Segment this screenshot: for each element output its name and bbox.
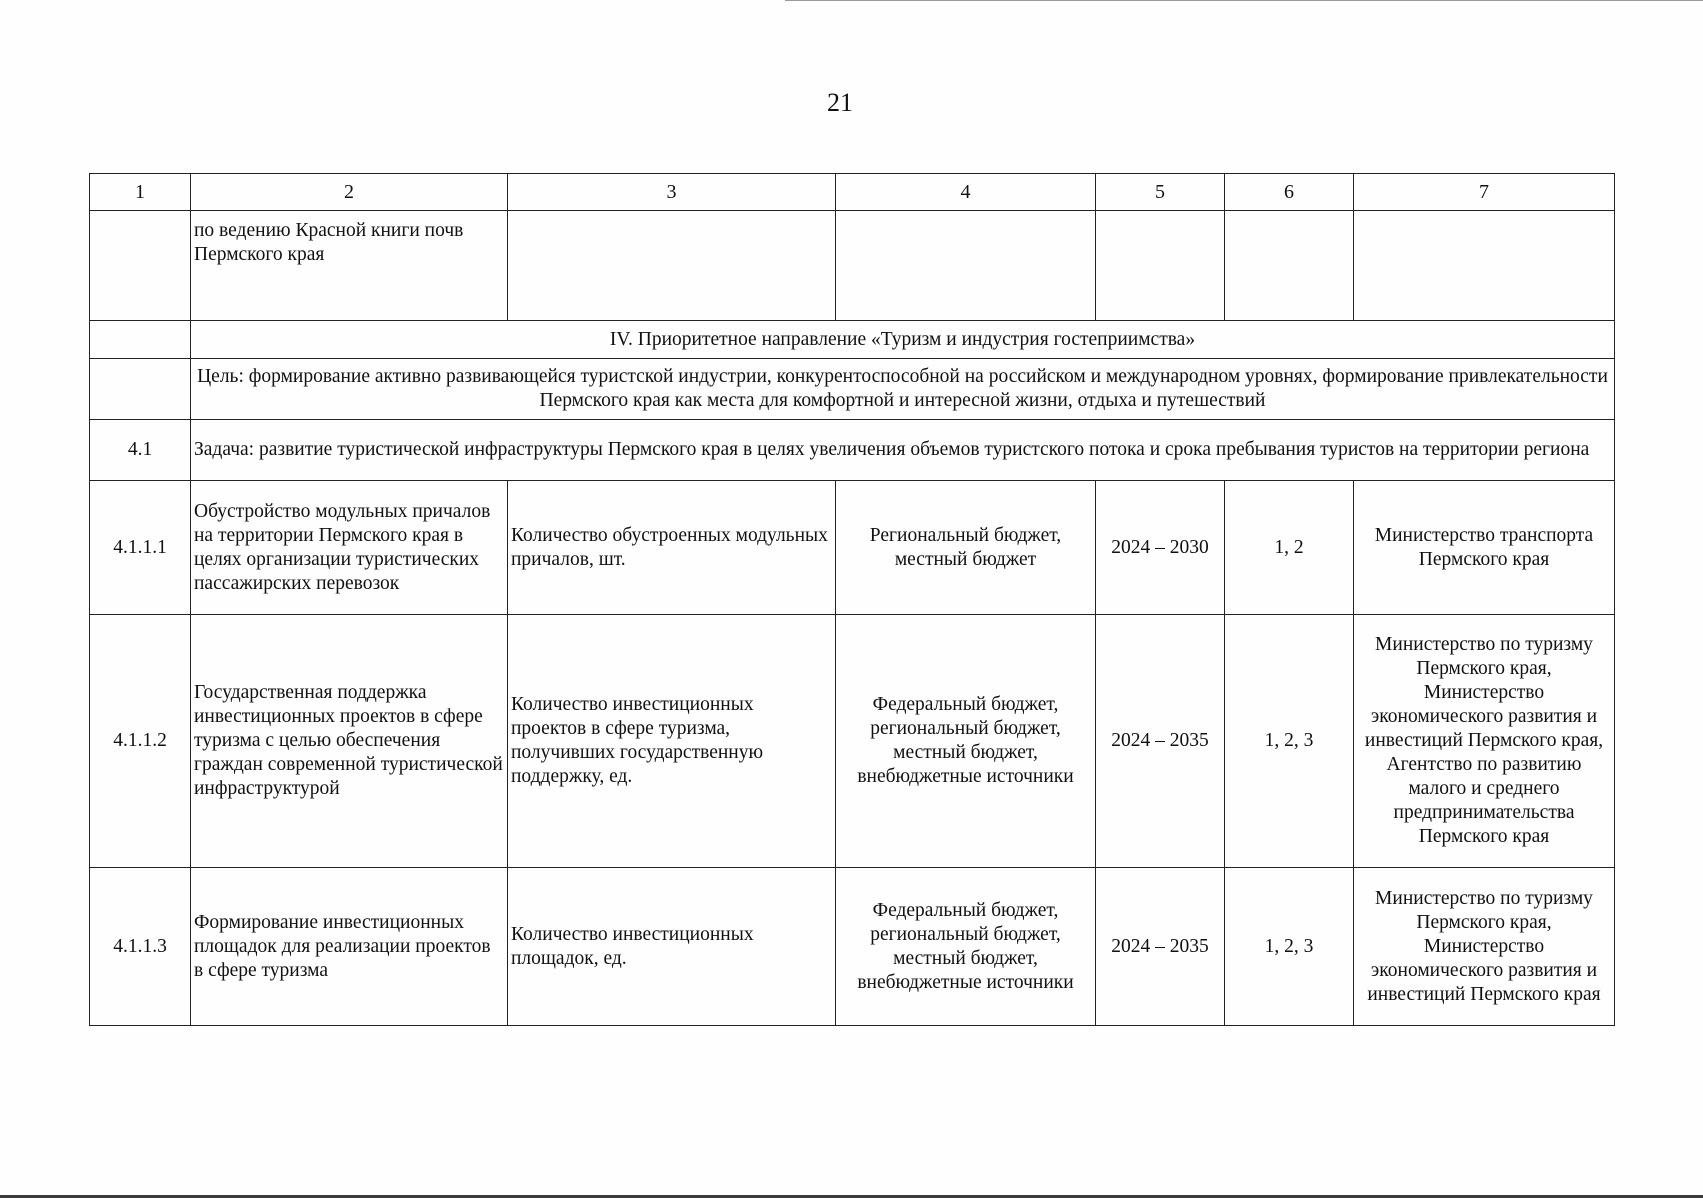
table-row: [90, 868, 1615, 1026]
scan-edge-bottom: [0, 1195, 1703, 1198]
row-measure: Государственная поддержка инвестиционных проектов в сфере туризма с целью обеспечения граждан современной туристической инфраструктурой: [191, 615, 508, 868]
header-col-7: 7: [1354, 174, 1615, 211]
continuation-empty-cell: [1354, 211, 1615, 321]
continuation-empty-cell: [836, 211, 1096, 321]
task-number: 4.1: [90, 420, 191, 481]
row-responsible: Министерство транспорта Пермского края: [1354, 481, 1615, 615]
row-number: 4.1.1.1: [90, 481, 191, 615]
continuation-row: [90, 211, 1615, 321]
row-funding: Федеральный бюджет, региональный бюджет, местный бюджет, внебюджетные источники: [836, 615, 1096, 868]
row-responsible: Министерство по туризму Пермского края, Министерство экономического развития и инвестиций Пермского края, Агентство по развитию малого и среднего предпринимательства Пермского края: [1354, 615, 1615, 868]
row-indicator: Количество инвестиционных площадок, ед.: [508, 868, 836, 1026]
direction-number-cell: [90, 321, 191, 359]
direction-row: [90, 321, 1615, 359]
continuation-number-cell: [90, 211, 191, 321]
row-indicator: Количество обустроенных модульных причалов, шт.: [508, 481, 836, 615]
continuation-empty-cell: [1096, 211, 1225, 321]
header-col-4: 4: [836, 174, 1096, 211]
continuation-empty-cell: [508, 211, 836, 321]
row-tasks: 1, 2, 3: [1225, 868, 1354, 1026]
row-funding: Региональный бюджет, местный бюджет: [836, 481, 1096, 615]
scan-edge-top: [785, 0, 1703, 1]
header-col-1: 1: [90, 174, 191, 211]
row-measure: Обустройство модульных причалов на территории Пермского края в целях организации туристических пассажирских перевозок: [191, 481, 508, 615]
row-responsible: Министерство по туризму Пермского края, Министерство экономического развития и инвестиций Пермского края: [1354, 868, 1615, 1026]
row-funding: Федеральный бюджет, региональный бюджет, местный бюджет, внебюджетные источники: [836, 868, 1096, 1026]
continuation-empty-cell: [1225, 211, 1354, 321]
task-row: [90, 420, 1615, 481]
row-number: 4.1.1.2: [90, 615, 191, 868]
row-number: 4.1.1.3: [90, 868, 191, 1026]
continuation-measure-cell: по ведению Красной книги почв Пермского края: [191, 211, 508, 321]
header-col-5: 5: [1096, 174, 1225, 211]
table-row: [90, 615, 1615, 868]
row-tasks: 1, 2, 3: [1225, 615, 1354, 868]
row-period: 2024 – 2035: [1096, 868, 1225, 1026]
measures-table: [89, 173, 1615, 1026]
header-col-3: 3: [508, 174, 836, 211]
header-col-6: 6: [1225, 174, 1354, 211]
direction-title: IV. Приоритетное направление «Туризм и индустрия гостеприимства»: [191, 321, 1615, 359]
row-tasks: 1, 2: [1225, 481, 1354, 615]
header-col-2: 2: [191, 174, 508, 211]
goal-text: Цель: формирование активно развивающейся туристской индустрии, конкурентоспособной на российском и международном уровнях, формирование привлекательности Пермского края как места для комфортной и интересной жизни, отдыха и путешествий: [191, 359, 1615, 420]
row-period: 2024 – 2035: [1096, 615, 1225, 868]
table-row: [90, 481, 1615, 615]
table-header-row: [90, 174, 1615, 211]
row-period: 2024 – 2030: [1096, 481, 1225, 615]
row-measure: Формирование инвестиционных площадок для реализации проектов в сфере туризма: [191, 868, 508, 1026]
goal-row: [90, 359, 1615, 420]
page-number: 21: [827, 88, 853, 117]
row-indicator: Количество инвестиционных проектов в сфере туризма, получивших государственную поддержку, ед.: [508, 615, 836, 868]
goal-number-cell: [90, 359, 191, 420]
task-text: Задача: развитие туристической инфраструктуры Пермского края в целях увеличения объемов туристского потока и срока пребывания туристов на территории региона: [191, 420, 1615, 481]
